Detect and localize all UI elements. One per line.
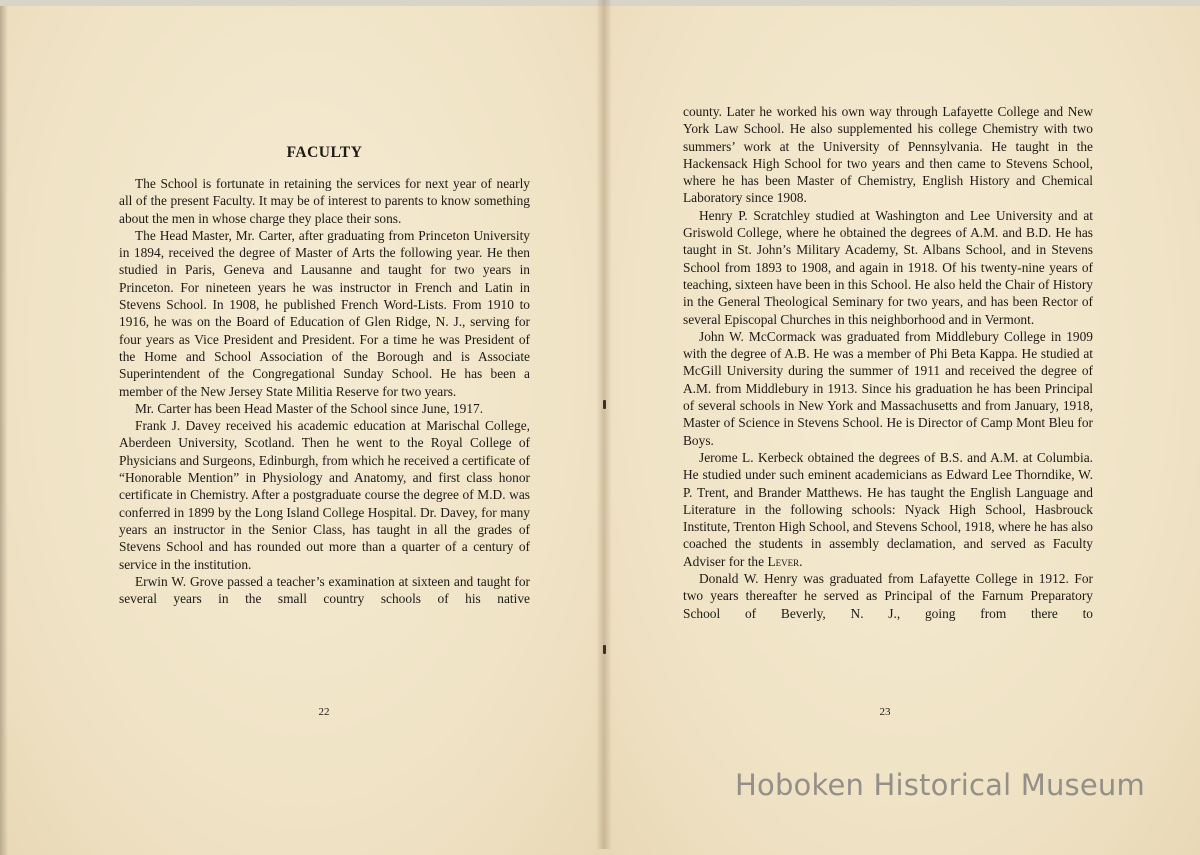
- paragraph: Donald W. Henry was graduated from Lafayette College in 1912. For two years thereafter he served as Principal of the Farnum Preparatory School of Beverly, N. J., going from there to: [683, 571, 1093, 621]
- page-title: FACULTY: [286, 144, 363, 161]
- publication-title: Lever.: [767, 553, 803, 569]
- right-page-body: [683, 103, 1093, 622]
- page-number-right: 23: [879, 706, 891, 718]
- left-page-body: [119, 175, 530, 607]
- paragraph: Erwin W. Grove passed a teacher’s examination at sixteen and taught for several years in the small country schools of his native: [119, 573, 530, 607]
- binding-stitch: [603, 645, 606, 654]
- paragraph: John W. McCormack was graduated from Middlebury College in 1909 with the degree of A.B. He was a member of Phi Beta Kappa. He studied at McGill University during the summer of 1911 and received the degree of A.M. from Middlebury in 1913. Since his graduation he has been Principal of several schools in New York and Massachusetts and from January, 1918, Master of Science in Stevens School. He is Director of Camp Mont Bleu for Boys.: [683, 328, 1093, 448]
- paragraph: Frank J. Davey received his academic education at Marischal College, Aberdeen University, Scotland. Then he went to the Royal College of Physicians and Surgeons, Edinburgh, from which he received a certificate of “Honorable Mention” in Physiology and Anatomy, and first class honor certificate in Chemistry. After a postgraduate course the degree of M.D. was conferred in 1899 by the Long Island College Hospital. Dr. Davey, for many years an instructor in the Senior Class, has taught in all the grades of Stevens School and has rounded out more than a quarter of a century of service in the institution.: [119, 418, 530, 572]
- paragraph: The School is fortunate in retaining the services for next year of nearly all of the present Faculty. It may be of interest to parents to know something about the men in whose charge they place their sons.: [119, 176, 530, 226]
- left-page-edge: [0, 6, 8, 855]
- binding-stitch: [603, 400, 606, 409]
- paragraph: [683, 449, 1093, 570]
- book-gutter: [596, 0, 612, 849]
- paragraph-text: Jerome L. Kerbeck obtained the degrees of B.S. and A.M. at Columbia. He studied under such eminent academicians as Edward Lee Thorndike, W. P. Trent, and Brander Matthews. He has taught the English Language and Literature in the following schools: Nyack High School, Hasbrouck Institute, Trenton High School, and Stevens School, 1918, where he has also coached the students in assembly declamation, and served as Faculty Adviser for the: [683, 449, 1093, 569]
- page-number-left: 22: [318, 706, 330, 718]
- paragraph: Mr. Carter has been Head Master of the School since June, 1917.: [135, 400, 484, 416]
- paragraph: The Head Master, Mr. Carter, after graduating from Princeton University in 1894, received the degree of Master of Arts the following year. He then studied in Paris, Geneva and Lausanne and taught for two years in Princeton. For nineteen years he was instructor in French and Latin in Stevens School. In 1908, he published French Word-Lists. From 1910 to 1916, he was on the Board of Education of Glen Ridge, N. J., serving for four years as Vice President and President. For a time he was President of the Home and School Association of the Borough and is Associate Superintendent of the Congregational Sunday School. He has been a member of the New Jersey State Militia Reserve for two years.: [119, 227, 530, 399]
- watermark: Hoboken Historical Museum: [735, 768, 1145, 802]
- paragraph: Henry P. Scratchley studied at Washington and Lee University and at Griswold College, where he obtained the degrees of A.M. and B.D. He has taught in St. John’s Military Academy, St. Albans School, and in Stevens School from 1893 to 1908, and again in 1918. Of his twenty-nine years of teaching, sixteen have been in this School. He also held the Chair of History in the General Theological Seminary for two years, and has been Rector of several Episcopal Churches in this neighborhood and in Vermont.: [683, 207, 1093, 327]
- paragraph: county. Later he worked his own way through Lafayette College and New York Law School. He also supplemented his college Chemistry with two summers’ work at the University of Pennsylvania. He taught in the Hackensack High School for two years and then came to Stevens School, where he has been Master of Chemistry, English History and Chemical Laboratory since 1908.: [683, 104, 1093, 206]
